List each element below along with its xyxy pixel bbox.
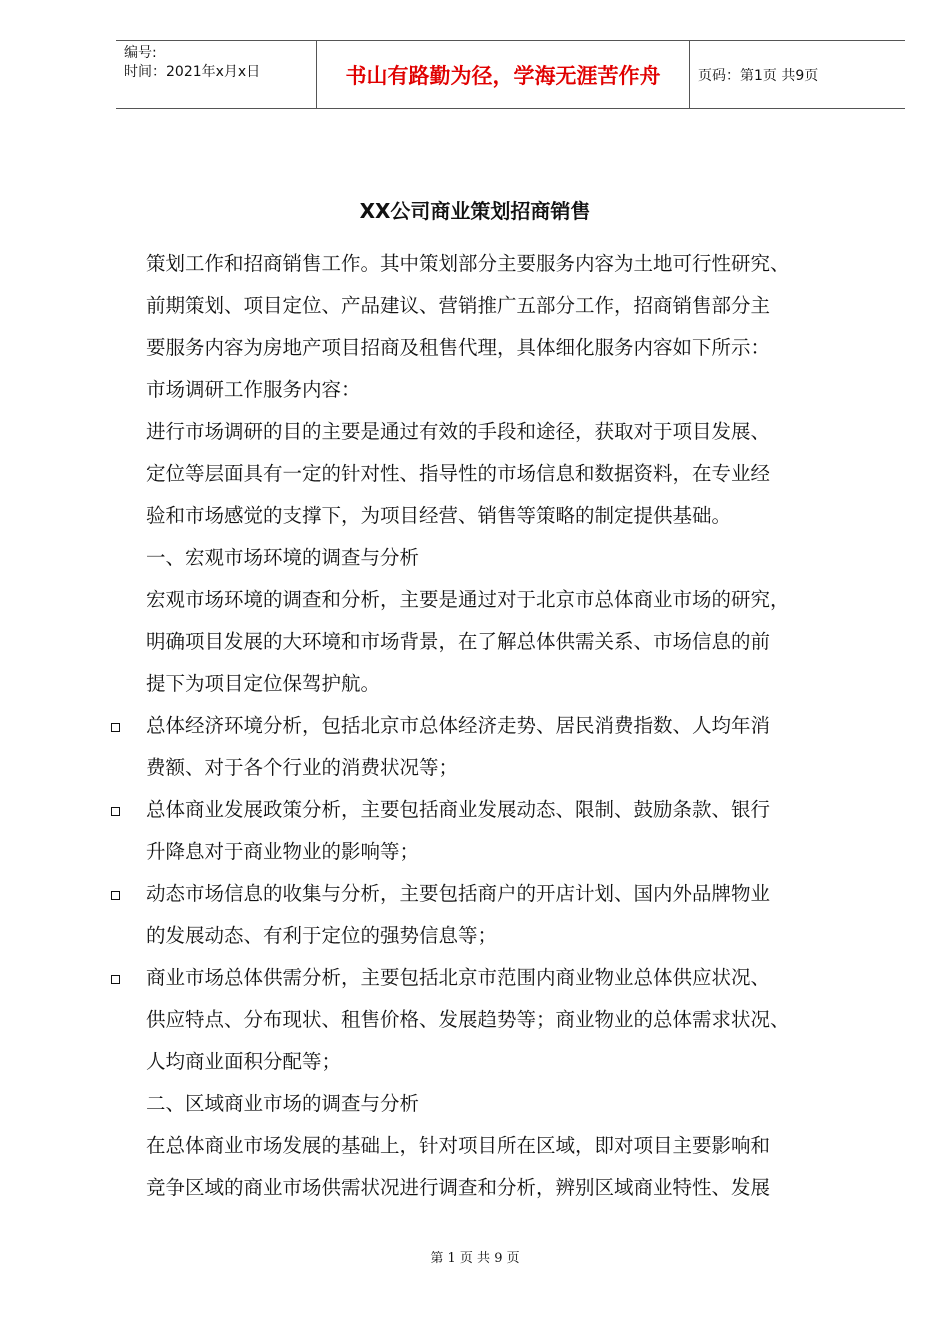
paragraph (146, 369, 866, 411)
text-line: 人均商业面积分配等； (146, 1050, 342, 1073)
text-line: 升降息对于商业物业的影响等； (146, 840, 420, 863)
square-bullet-icon (111, 891, 120, 900)
bullet-item (146, 873, 866, 957)
document-header (116, 40, 905, 109)
text-line: 的发展动态、有利于定位的强势信息等； (146, 924, 498, 947)
document-title: XX公司商业策划招商销售 (359, 199, 591, 223)
text-line: 竞争区域的商业市场供需状况进行调查和分析，辨别区域商业特性、发展 (146, 1176, 771, 1199)
text-line: 总体经济环境分析，包括北京市总体经济走势、居民消费指数、人均年消 (146, 714, 771, 737)
paragraph (146, 411, 866, 537)
header-page-code: 页码：第1页 共9页 (698, 67, 819, 84)
text-line: 二、区域商业市场的调查与分析 (146, 1092, 420, 1115)
text-line: 进行市场调研的目的主要是通过有效的手段和途径，获取对于项目发展、 (146, 420, 771, 443)
text-line: 供应特点、分布现状、租售价格、发展趋势等；商业物业的总体需求状况、 (146, 1008, 790, 1031)
text-line: 明确项目发展的大环境和市场背景，在了解总体供需关系、市场信息的前 (146, 630, 771, 653)
square-bullet-icon (111, 975, 120, 984)
text-line: 提下为项目定位保驾护航。 (146, 672, 381, 695)
text-line: 策划工作和招商销售工作。其中策划部分主要服务内容为土地可行性研究、 (146, 252, 790, 275)
bullet-item (146, 957, 866, 1083)
bullet-item (146, 705, 866, 789)
header-motto: 书山有路勤为径，学海无涯苦作舟 (316, 41, 690, 108)
bullet-item (146, 789, 866, 873)
page-footer: 第 1 页 共 9 页 (430, 1251, 520, 1266)
text-line: 宏观市场环境的调查和分析，主要是通过对于北京市总体商业市场的研究， (146, 588, 790, 611)
paragraph (146, 1125, 866, 1209)
text-line: 市场调研工作服务内容： (146, 378, 361, 401)
text-line: 前期策划、项目定位、产品建议、营销推广五部分工作，招商销售部分主 (146, 294, 771, 317)
square-bullet-icon (111, 723, 120, 732)
text-line: 费额、对于各个行业的消费状况等； (146, 756, 459, 779)
square-bullet-icon (111, 807, 120, 816)
number-label: 编号: (124, 45, 157, 61)
text-line: 在总体商业市场发展的基础上，针对项目所在区域，即对项目主要影响和 (146, 1134, 771, 1157)
document-body (146, 243, 866, 1209)
header-meta (116, 41, 316, 108)
text-line: 一、宏观市场环境的调查与分析 (146, 546, 420, 569)
time-label: 时间：2021年x月x日 (124, 64, 261, 80)
paragraph (146, 1083, 866, 1125)
text-line: 商业市场总体供需分析，主要包括北京市范围内商业物业总体供应状况、 (146, 966, 771, 989)
text-line: 总体商业发展政策分析，主要包括商业发展动态、限制、鼓励条款、银行 (146, 798, 771, 821)
paragraph (146, 579, 866, 705)
text-line: 要服务内容为房地产项目招商及租售代理，具体细化服务内容如下所示： (146, 336, 771, 359)
text-line: 定位等层面具有一定的针对性、指导性的市场信息和数据资料，在专业经 (146, 462, 771, 485)
paragraph (146, 537, 866, 579)
text-line: 验和市场感觉的支撑下，为项目经营、销售等策略的制定提供基础。 (146, 504, 732, 527)
paragraph (146, 243, 866, 369)
text-line: 动态市场信息的收集与分析，主要包括商户的开店计划、国内外品牌物业 (146, 882, 771, 905)
